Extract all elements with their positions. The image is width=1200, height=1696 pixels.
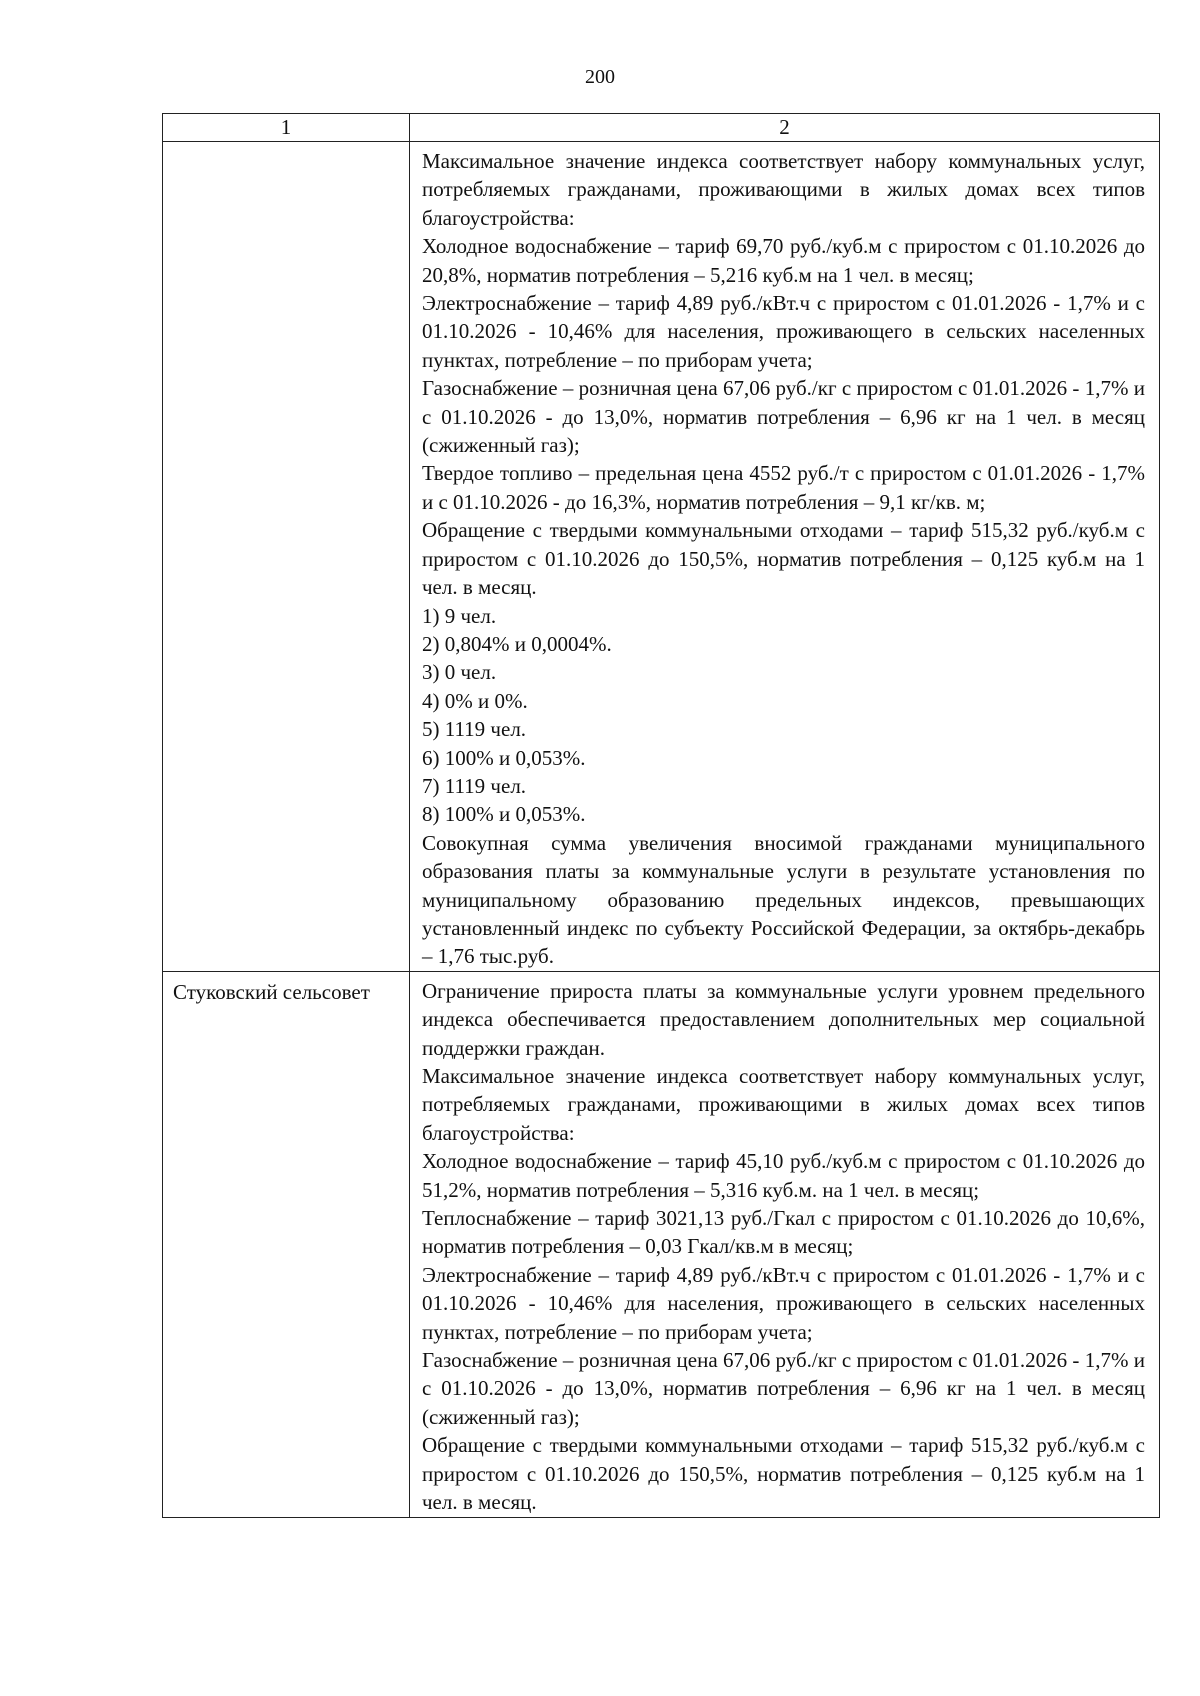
list-item: 7) 1119 чел. [422, 773, 527, 798]
list-item: 8) 100% и 0,053%. [422, 802, 586, 827]
paragraph: Теплоснабжение – тариф 3021,13 руб./Гкал с приростом с 01.10.2026 до 10,6%, норматив потребления – 0,03 Гкал/кв.м в месяц; [422, 1206, 1145, 1259]
paragraph: Ограничение прироста платы за коммунальные услуги уровнем предельного индекса обеспечивается предоставлением дополнительных мер социальной поддержки граждан. [422, 978, 1145, 1060]
paragraph: Твердое топливо – предельная цена 4552 руб./т с приростом с 01.01.2026 - 1,7% и с 01.10.2026 - до 16,3%, норматив потребления – 9,1 кг/кв. м; [422, 461, 1145, 514]
paragraph: Холодное водоснабжение – тариф 69,70 руб./куб.м с приростом с 01.10.2026 до 20,8%, норматив потребления – 5,216 куб.м на 1 чел. в месяц; [422, 234, 1145, 287]
paragraph: Обращение с твердыми коммунальными отходами – тариф 515,32 руб./куб.м с приростом с 01.10.2026 до 150,5%, норматив потребления – 0,125 куб.м на 1 чел. в месяц. [422, 1433, 1145, 1515]
page-number: 200 [585, 66, 615, 88]
column-header-2: 2 [410, 114, 1160, 142]
list-item: 1) 9 чел. [422, 603, 497, 628]
list-item: 4) 0% и 0%. [422, 688, 528, 713]
table-row [163, 142, 1160, 972]
municipality-name: Стуковский сельсовет [163, 971, 410, 1517]
row-description [410, 971, 1160, 1517]
paragraph: Максимальное значение индекса соответствует набору коммунальных услуг, потребляемых гражданами, проживающими в жилых домах всех типов благоустройства: [422, 1064, 1145, 1145]
list-item: 2) 0,804% и 0,0004%. [422, 631, 612, 656]
list-item: 3) 0 чел. [422, 660, 497, 685]
list-item: 6) 100% и 0,053%. [422, 745, 586, 770]
column-header-1: 1 [163, 114, 410, 142]
document-table [162, 113, 1160, 1518]
row-description [410, 142, 1160, 972]
paragraph: Электроснабжение – тариф 4,89 руб./кВт.ч с приростом с 01.01.2026 - 1,7% и с 01.10.2026 - 10,46% для населения, проживающего в сельских населенных пунктах, потребление – по приборам учета; [422, 291, 1145, 372]
closing-paragraph: Совокупная сумма увеличения вносимой гражданами муниципального образования платы за коммунальные услуги в результате установления по муниципальному образованию предельных индексов, превышающих установленный индекс по субъекту Российской Федерации, за октябрь-декабрь – 1,76 тыс.руб. [422, 830, 1145, 969]
municipality-name [163, 142, 410, 972]
paragraph: Максимальное значение индекса соответствует набору коммунальных услуг, потребляемых гражданами, проживающими в жилых домах всех типов благоустройства: [422, 149, 1145, 230]
paragraph: Газоснабжение – розничная цена 67,06 руб./кг с приростом с 01.01.2026 - 1,7% и с 01.10.2026 - до 13,0%, норматив потребления – 6,96 кг на 1 чел. в месяц (сжиженный газ); [422, 376, 1145, 458]
paragraph: Газоснабжение – розничная цена 67,06 руб./кг с приростом с 01.01.2026 - 1,7% и с 01.10.2026 - до 13,0%, норматив потребления – 6,96 кг на 1 чел. в месяц (сжиженный газ); [422, 1348, 1145, 1429]
table-row [163, 971, 1160, 1517]
table-header-row [163, 114, 1160, 142]
paragraph: Обращение с твердыми коммунальными отходами – тариф 515,32 руб./куб.м с приростом с 01.10.2026 до 150,5%, норматив потребления – 0,125 куб.м на 1 чел. в месяц. [422, 518, 1145, 600]
paragraph: Холодное водоснабжение – тариф 45,10 руб./куб.м с приростом с 01.10.2026 до 51,2%, норматив потребления – 5,316 куб.м. на 1 чел. в месяц; [422, 1149, 1145, 1202]
list-item: 5) 1119 чел. [422, 717, 527, 742]
paragraph: Электроснабжение – тариф 4,89 руб./кВт.ч с приростом с 01.01.2026 - 1,7% и с 01.10.2026 - 10,46% для населения, проживающего в сельских населенных пунктах, потребление – по приборам учета; [422, 1262, 1145, 1344]
